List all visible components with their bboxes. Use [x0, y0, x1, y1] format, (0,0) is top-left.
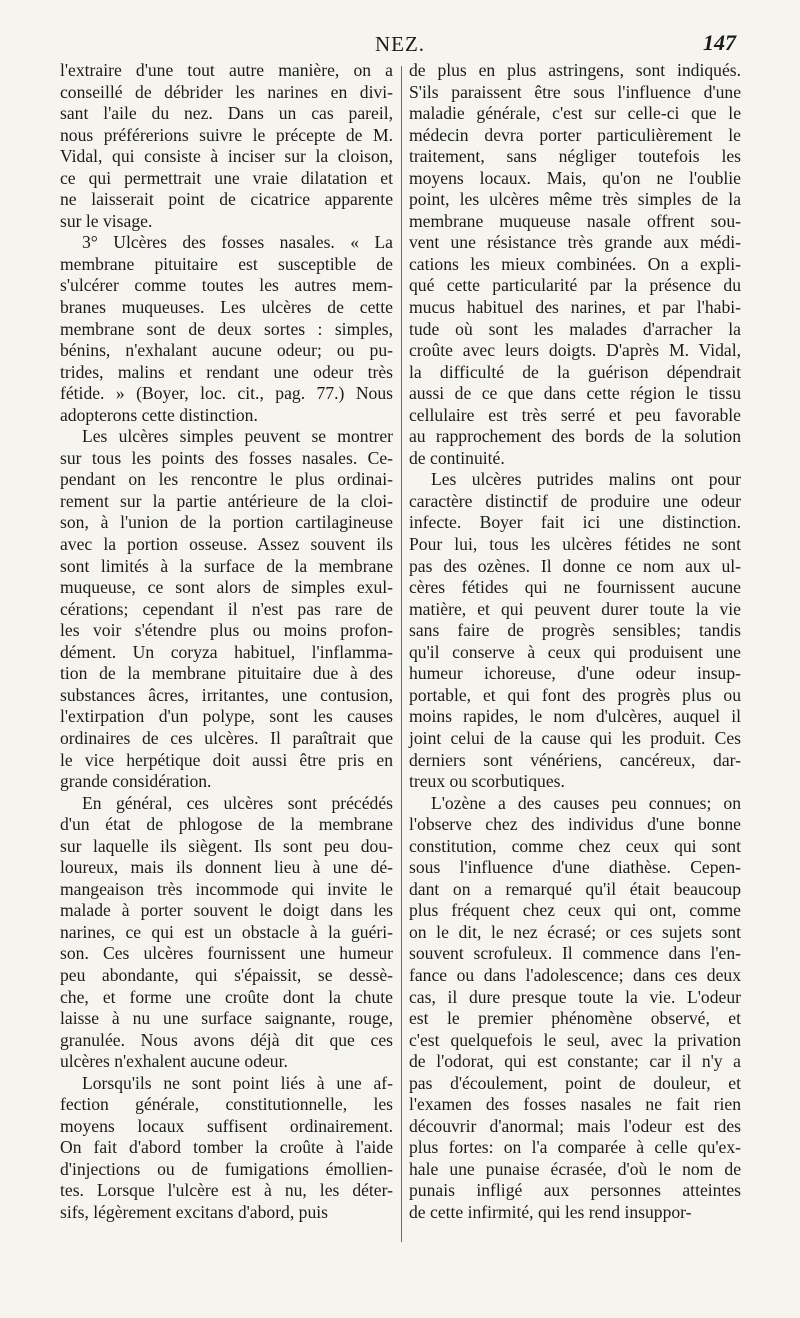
- text-line: de cette infirmité, qui les rend insuppor-: [409, 1201, 692, 1222]
- text-line: infecte. Boyer fait ici une distinction.: [409, 512, 741, 533]
- text-line: On fait d'abord tomber la croûte à l'aide: [60, 1137, 393, 1158]
- text-line: sant l'aile du nez. Dans un cas pareil,: [60, 103, 393, 124]
- text-line: granulée. Nous avons déjà dit que ces: [60, 1029, 393, 1050]
- text-line: cères fétides qui ne fournissent aucune: [409, 577, 741, 598]
- paragraph: [409, 60, 741, 469]
- text-line: treux ou scorbutiques.: [409, 771, 565, 792]
- paragraph: [60, 60, 393, 232]
- text-line: Vidal, qui consiste à inciser sur la cloison,: [60, 146, 393, 167]
- text-line: peu abondante, qui s'épaissit, se dessè-: [60, 964, 393, 985]
- text-line: sans faire de progrès sensibles; tandis: [409, 620, 741, 641]
- text-line: découvrir d'anormal; mais l'odeur est des: [409, 1115, 741, 1136]
- paragraph: [60, 1073, 393, 1224]
- text-line: En général, ces ulcères sont précédés: [82, 792, 393, 813]
- text-line: Lorsqu'ils ne sont point liés à une af-: [82, 1072, 393, 1093]
- text-line: on le dit, le nez écrasé; or ces sujets sont: [409, 921, 741, 942]
- right-column: [409, 60, 741, 1224]
- text-line: plus fréquent chez ceux qui ont, comme: [409, 900, 741, 921]
- text-line: cations les mieux combinées. On a expli-: [409, 253, 741, 274]
- text-line: nous préférerions suivre le précepte de M.: [60, 124, 393, 145]
- text-line: pendant on les rencontre le plus ordinai-: [60, 469, 393, 490]
- text-line: croûte avec leurs doigts. D'après M. Vidal,: [409, 340, 741, 361]
- text-line: maladie générale, c'est sur celle-ci que le: [409, 103, 741, 124]
- text-line: mangeaison très incommode qui invite le: [60, 878, 393, 899]
- text-line: fection générale, constitutionnelle, les: [60, 1094, 393, 1115]
- paragraph: [60, 232, 393, 426]
- text-line: sont limités à la surface de la membrane: [60, 555, 393, 576]
- text-line: traitement, sans négliger toutefois les: [409, 146, 741, 167]
- text-line: fance ou dans l'adolescence; dans ces deux: [409, 964, 741, 985]
- page-number: 147: [703, 30, 736, 55]
- text-line: sur tous les points des fosses nasales. Ce-: [60, 447, 393, 468]
- text-line: punais infligé aux personnes atteintes: [409, 1180, 741, 1201]
- text-line: caractère distinctif de produire une odeur: [409, 490, 741, 511]
- text-line: les voir s'étendre plus ou moins profon-: [60, 620, 393, 641]
- text-line: malade à porter souvent le doigt dans les: [60, 900, 393, 921]
- text-line: aussi de ce que dans cette région le tissu: [409, 383, 741, 404]
- text-line: L'ozène a des causes peu connues; on: [431, 792, 741, 813]
- text-line: moins rapides, le nom d'ulcères, auquel il: [409, 706, 741, 727]
- text-line: S'ils paraissent être sous l'influence d'une: [409, 81, 741, 102]
- left-column: [60, 60, 393, 1224]
- paragraph: [60, 426, 393, 792]
- running-title: NEZ.: [374, 32, 426, 56]
- text-line: cas, il dure presque toute la vie. L'odeur: [409, 986, 741, 1007]
- text-line: bénins, n'exhalant aucune odeur; ou pu-: [60, 340, 393, 361]
- text-line: le vice herpétique doit aussi être pris en: [60, 749, 393, 770]
- text-line: point, les ulcères même très simples de la: [409, 189, 741, 210]
- text-line: ne laisserait point de cicatrice apparente: [60, 189, 393, 210]
- text-line: membrane pituitaire est susceptible de: [60, 253, 393, 274]
- text-line: matière, et qui peuvent durer toute la vie: [409, 598, 741, 619]
- text-line: rement sur la partie antérieure de la cloi-: [60, 490, 393, 511]
- text-line: adopterons cette distinction.: [60, 404, 258, 425]
- text-line: sur le visage.: [60, 210, 153, 231]
- text-line: derniers sont vénériens, cancéreux, dar-: [409, 749, 741, 770]
- text-line: dément. Un coryza habituel, l'inflamma-: [60, 641, 393, 662]
- page-header: [0, 30, 800, 60]
- text-line: tion de la membrane pituitaire due à des: [60, 663, 393, 684]
- text-line: laisse à nu une surface saignante, rouge,: [60, 1008, 393, 1029]
- text-line: Pour lui, tous les ulcères fétides ne sont: [409, 534, 741, 555]
- text-line: moyens locaux. Mais, qu'on ne l'oublie: [409, 167, 741, 188]
- text-line: son. Ces ulcères fournissent une humeur: [60, 943, 393, 964]
- text-line: ce qui permettrait une vraie dilatation et: [60, 167, 393, 188]
- text-line: dant on a remarqué qu'il était beaucoup: [409, 878, 741, 899]
- text-line: s'ulcérer comme toutes les autres mem-: [60, 275, 393, 296]
- text-line: cérations; cependant il n'est pas rare de: [60, 598, 393, 619]
- text-line: l'examen des fosses nasales ne fait rien: [409, 1094, 741, 1115]
- text-line: branes muqueuses. Les ulcères de cette: [60, 297, 393, 318]
- text-line: che, et forme une croûte dont la chute: [60, 986, 393, 1007]
- text-line: loureux, mais ils donnent lieu à une dé-: [60, 857, 393, 878]
- text-line: narines, ce qui est un obstacle à la guéri-: [60, 921, 393, 942]
- text-line: joint celui de la cause qui les produit. Ces: [409, 727, 741, 748]
- text-line: ulcères n'exhalent aucune odeur.: [60, 1051, 288, 1072]
- text-line: Les ulcères simples peuvent se montrer: [82, 426, 393, 447]
- text-line: moyens locaux suffisent ordinairement.: [60, 1115, 393, 1136]
- text-line: qu'il conserve à ceux qui produisent une: [409, 641, 741, 662]
- text-line: constitution, comme chez ceux qui sont: [409, 835, 741, 856]
- text-line: qué cette particularité par la présence du: [409, 275, 741, 296]
- text-line: substances âcres, irritantes, une contusion,: [60, 684, 393, 705]
- paragraph: [60, 793, 393, 1073]
- text-line: c'est quelquefois le seul, avec la privation: [409, 1029, 741, 1050]
- text-line: sifs, légèrement excitans d'abord, puis: [60, 1201, 328, 1222]
- text-line: avec la portion osseuse. Assez souvent ils: [60, 534, 393, 555]
- text-line: conseillé de débrider les narines en divi-: [60, 81, 393, 102]
- text-line: pas d'écoulement, point de douleur, et: [409, 1072, 741, 1093]
- text-line: de plus en plus astringens, sont indiqués.: [409, 60, 741, 80]
- text-line: 3° Ulcères des fosses nasales. « La: [82, 232, 393, 253]
- text-line: au rapprochement des bords de la solution: [409, 426, 741, 447]
- text-line: membrane muqueuse nasale offrent sou-: [409, 210, 741, 231]
- text-line: tude où sont les malades d'arracher la: [409, 318, 741, 339]
- text-line: membrane sont de deux sortes : simples,: [60, 318, 393, 339]
- text-line: sur laquelle ils siègent. Ils sont peu dou-: [60, 835, 393, 856]
- text-line: hale une punaise écrasée, d'où le nom de: [409, 1158, 741, 1179]
- text-line: plus fortes: on l'a comparée à celle qu'ex-: [409, 1137, 741, 1158]
- text-line: de l'odorat, qui est constante; car il n'y a: [409, 1051, 741, 1072]
- text-line: de continuité.: [409, 447, 505, 468]
- text-line: l'extraire d'une tout autre manière, on a: [60, 60, 393, 80]
- text-line: ordinaires de ces ulcères. Il paraîtrait que: [60, 727, 393, 748]
- text-line: l'observe chez des individus d'une bonne: [409, 814, 741, 835]
- text-line: médecin devra porter particulièrement le: [409, 124, 741, 145]
- text-line: la difficulté de la guérison dépendrait: [409, 361, 741, 382]
- text-line: trides, malins et rendant une odeur très: [60, 361, 393, 382]
- column-divider: [401, 66, 402, 1242]
- text-line: vent une résistance très grande aux médi-: [409, 232, 741, 253]
- text-line: est le premier phénomène observé, et: [409, 1008, 741, 1029]
- text-line: sous l'influence d'une diathèse. Cepen-: [409, 857, 741, 878]
- text-line: muqueuse, ce sont alors de simples exul-: [60, 577, 393, 598]
- paragraph: [409, 793, 741, 1224]
- text-line: humeur ichoreuse, d'une odeur insup-: [409, 663, 741, 684]
- text-line: pas des ozènes. Il donne ce nom aux ul-: [409, 555, 741, 576]
- text-line: d'un état de phlogose de la membrane: [60, 814, 393, 835]
- text-line: son, à l'union de la portion cartilagineuse: [60, 512, 393, 533]
- text-line: souvent scrofuleux. Il commence dans l'en-: [409, 943, 741, 964]
- text-line: mucus habituel des narines, et par l'habi-: [409, 297, 741, 318]
- text-line: Les ulcères putrides malins ont pour: [431, 469, 741, 490]
- text-line: grande considération.: [60, 771, 212, 792]
- text-line: fétide. » (Boyer, loc. cit., pag. 77.) Nous: [60, 383, 393, 404]
- paragraph: [409, 469, 741, 792]
- text-line: portable, et qui font des progrès plus ou: [409, 684, 741, 705]
- text-line: cellulaire est très serré et peu favorable: [409, 404, 741, 425]
- text-line: d'injections ou de fumigations émollien-: [60, 1158, 393, 1179]
- text-line: l'extirpation d'un polype, sont les causes: [60, 706, 393, 727]
- text-line: tes. Lorsque l'ulcère est à nu, les déter-: [60, 1180, 393, 1201]
